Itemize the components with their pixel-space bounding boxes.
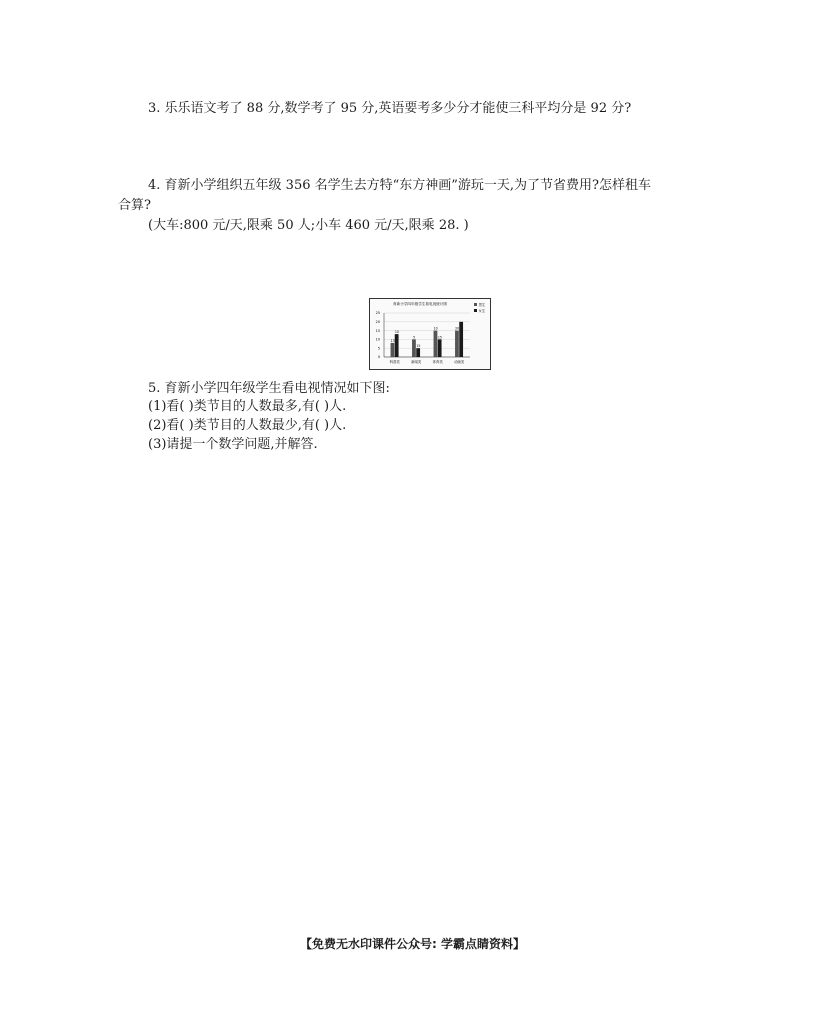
bar [416, 348, 420, 357]
y-tick-label: 15 [375, 328, 380, 333]
y-tick-label: 10 [375, 337, 380, 342]
bar [412, 339, 416, 357]
bar [455, 331, 459, 357]
y-tick-label: 0 [377, 355, 380, 360]
y-tick-label: 25 [375, 311, 380, 316]
data-label: 10 [394, 330, 399, 335]
footer-watermark: 【免费无水印课件公众号: 学霸点睛资料】 [300, 937, 525, 951]
data-label: 20 [455, 326, 460, 331]
q5-line4: (3)请提一个数学问题,并解答. [148, 437, 318, 452]
x-tick-label: 科普类 [389, 360, 400, 364]
data-label: 10 [433, 326, 438, 331]
q5-line1: 5. 育新小学四年级学生看电视情况如下图: [148, 381, 390, 396]
y-tick-label: 5 [377, 346, 380, 351]
q4-line1: 4. 育新小学组织五年级 356 名学生去方特“东方神画”游玩一天,为了节省费用?怎样租车 [148, 178, 652, 193]
bar [438, 339, 442, 357]
bar [434, 331, 438, 357]
q5-line3: (2)看( )类节目的人数最少,有( )人. [148, 418, 347, 433]
x-tick-label: 体育类 [432, 360, 443, 364]
tv-chart [369, 298, 491, 370]
legend-label: 男生 [478, 302, 486, 307]
data-label: 15 [416, 344, 421, 349]
bar [395, 334, 399, 357]
q5-line2: (1)看( )类节目的人数最多,有( )人. [148, 399, 347, 414]
chart-title: 育新小学四年级学生看电视统计图 [393, 302, 447, 306]
x-tick-label: 动画类 [454, 360, 465, 364]
legend-label: 女生 [478, 308, 486, 313]
legend-swatch [474, 303, 477, 306]
legend-swatch [474, 309, 477, 312]
data-label: 5 [413, 335, 416, 340]
q4-line3: (大车:800 元/天,限乘 50 人;小车 460 元/天,限乘 28. ) [148, 218, 469, 233]
data-label: 15 [437, 335, 442, 340]
chart-legend [474, 302, 486, 313]
y-tick-label: 20 [375, 320, 380, 324]
data-label: 13 [390, 338, 395, 343]
bar [391, 343, 395, 357]
q4-line2: 合算? [118, 198, 151, 213]
chart-axis-labels [376, 311, 465, 364]
q3-text: 3. 乐乐语文考了 88 分,数学考了 95 分,英语要考多少分才能使三科平均分是 92 分? [148, 101, 632, 116]
bar [459, 322, 463, 357]
tv-chart-svg [370, 299, 490, 369]
x-tick-label: 新闻类 [411, 360, 422, 364]
